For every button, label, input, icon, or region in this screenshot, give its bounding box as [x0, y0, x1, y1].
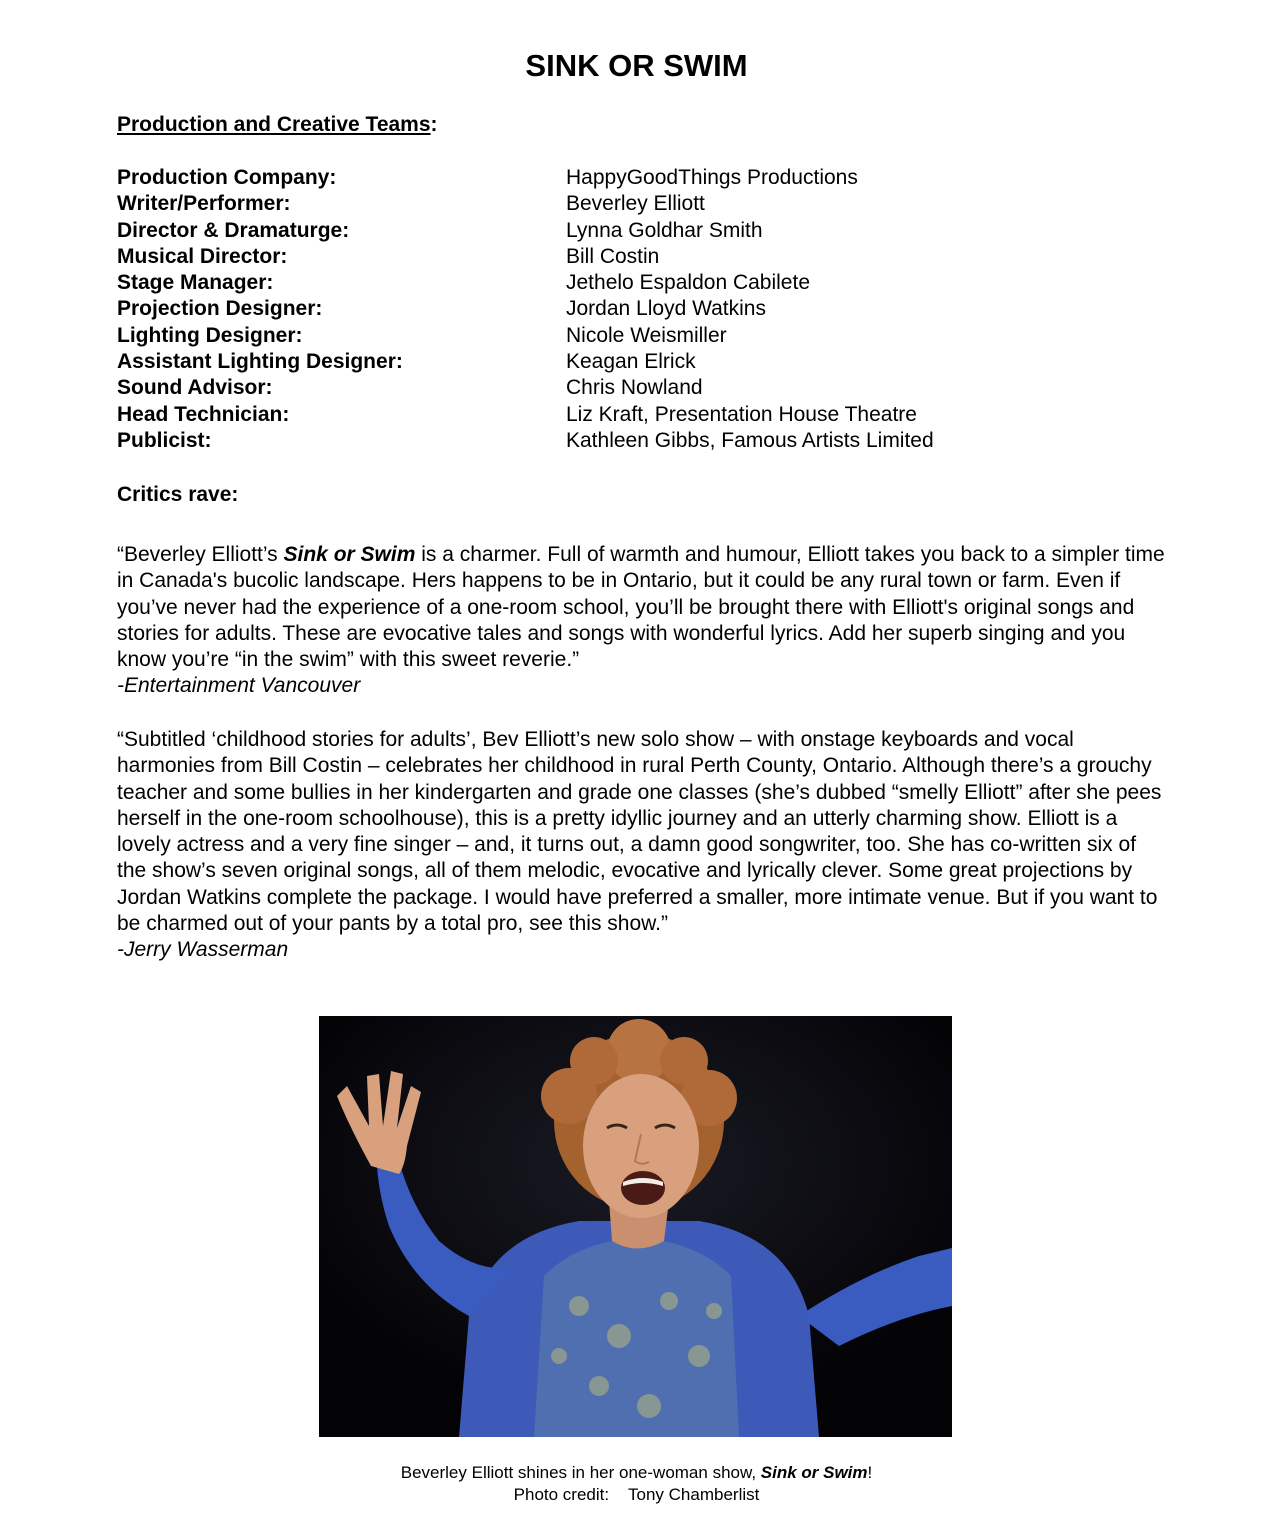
- page-title: SINK OR SWIM: [525, 48, 748, 83]
- review-text-start: “Beverley Elliott’s: [117, 543, 284, 566]
- caption-line: [0, 1462, 1273, 1484]
- credit-name: Nicole Weismiller: [566, 323, 727, 347]
- photo-credit-line: [0, 1484, 1273, 1506]
- credit-role: Projection Designer:: [117, 297, 323, 321]
- teams-heading-colon: :: [430, 113, 438, 136]
- performer-photo: [319, 1016, 952, 1437]
- critics-heading: Critics rave:: [117, 483, 239, 506]
- credit-role: Lighting Designer:: [117, 323, 303, 347]
- credit-role: Publicist:: [117, 428, 212, 452]
- credit-name: Liz Kraft, Presentation House Theatre: [566, 402, 917, 426]
- credit-row: [117, 349, 1217, 375]
- credit-name: Lynna Goldhar Smith: [566, 218, 763, 242]
- credit-role: Writer/Performer:: [117, 192, 291, 216]
- review-quote: “Subtitled ‘childhood stories for adults’, Bev Elliott’s new solo show – with onstage keyboards and vocal harmonies from Bill Costin – celebrates her childhood in rural Perth County, Ontario. Although there’s a grouchy teacher and some bullies in her kindergarten and grade one classes (she’s dubbed “smelly Elliott” after she pees herself in the one-room schoolhouse), this is a pretty idyllic journey and an utterly charming show. Elliott is a lovely actress and a very fine singer – and, it turns out, a damn good songwriter, too. She has co-written six of the show’s seven original songs, all of them melodic, evocative and lyrically clever. Some great projections by Jordan Watkins complete the package. I would have preferred a smaller, more intimate venue. But if you want to be charmed out of your pants by a total pro, see this show.”: [117, 728, 1162, 936]
- credit-row: [117, 323, 1217, 349]
- review-entertainment-vancouver: [117, 542, 1167, 700]
- credit-row: [117, 218, 1217, 244]
- teams-heading: [117, 112, 438, 138]
- teams-heading-text: Production and Creative Teams: [117, 113, 431, 136]
- photo-caption: [0, 1462, 1273, 1506]
- review-text-end: is a charmer. Full of warmth and humour, Elliott takes you back to a simpler time in Canada's bucolic landscape. Hers happens to be in Ontario, but it could be any rural town or farm. Even if you’ve never had the experience of a one-room school, you’ll be brought there with Elliott's original songs and stories for adults. These are evocative tales and songs with wonderful lyrics. Add her superb singing and you know you’re “in the swim” with this sweet reverie.”: [117, 543, 1165, 672]
- credit-row: [117, 428, 1217, 454]
- credit-row: [117, 296, 1217, 322]
- credit-row: [117, 191, 1217, 217]
- credit-row: [117, 244, 1217, 270]
- credit-role: Director & Dramaturge:: [117, 218, 350, 242]
- photo-credit-label: Photo credit:: [513, 1485, 610, 1504]
- credit-name: Beverley Elliott: [566, 192, 705, 216]
- caption-text: Beverley Elliott shines in her one-woman show,: [400, 1463, 761, 1482]
- credit-name: Keagan Elrick: [566, 350, 696, 374]
- review-attribution: -Jerry Wasserman: [117, 938, 289, 962]
- credit-name: Jethelo Espaldon Cabilete: [566, 271, 811, 295]
- review-quote: [117, 542, 1167, 673]
- credit-row: [117, 165, 1217, 191]
- credit-row: [117, 270, 1217, 296]
- show-title-inline: Sink or Swim: [283, 543, 416, 566]
- credit-name: Jordan Lloyd Watkins: [566, 297, 766, 321]
- credit-row: [117, 375, 1217, 401]
- photo-credit-name: Tony Chamberlist: [628, 1485, 760, 1504]
- credits-list: [117, 165, 1217, 454]
- credit-role: Assistant Lighting Designer:: [117, 350, 403, 374]
- caption-exclaim: !: [867, 1463, 873, 1482]
- review-jerry-wasserman: [117, 727, 1167, 964]
- credit-name: HappyGoodThings Productions: [566, 166, 858, 189]
- credit-row: [117, 402, 1217, 428]
- review-attribution: -Entertainment Vancouver: [117, 674, 361, 698]
- credit-role: Sound Advisor:: [117, 376, 273, 400]
- credit-name: Kathleen Gibbs, Famous Artists Limited: [566, 428, 934, 452]
- credit-role: Head Technician:: [117, 402, 290, 426]
- caption-show-title: Sink or Swim: [760, 1463, 868, 1482]
- credit-name: Chris Nowland: [566, 376, 703, 400]
- credit-role: Musical Director:: [117, 244, 288, 268]
- credit-name: Bill Costin: [566, 244, 660, 268]
- credit-role: Stage Manager:: [117, 271, 274, 295]
- credit-role: Production Company:: [117, 166, 337, 189]
- performer-illustration: [319, 1016, 952, 1437]
